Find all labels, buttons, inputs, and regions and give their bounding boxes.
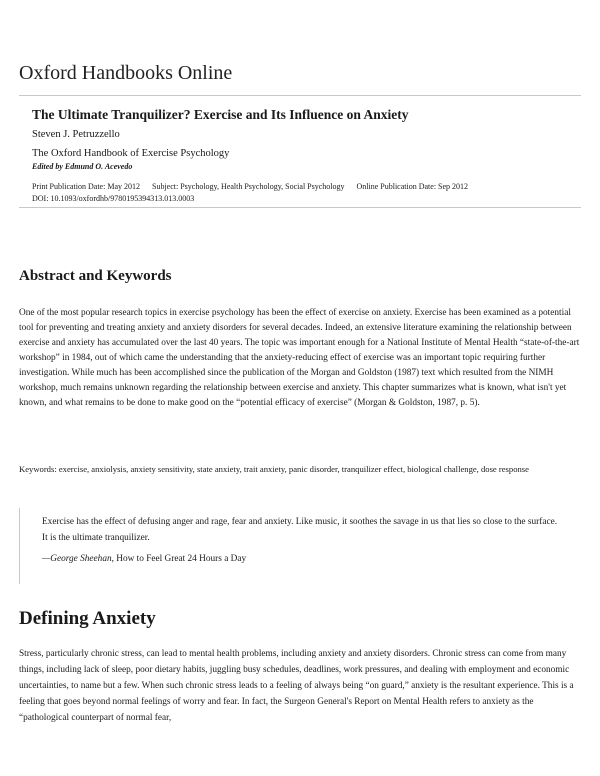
book-title[interactable]: The Oxford Handbook of Exercise Psychology xyxy=(32,148,230,159)
abstract-heading: Abstract and Keywords xyxy=(19,268,172,284)
online-publication-date: Online Publication Date: Sep 2012 xyxy=(356,182,469,191)
section-heading: Defining Anxiety xyxy=(19,608,156,629)
abstract-text: One of the most popular research topics in exercise psychology has been the effect of exercise on anxiety. Exercise has been examined as a potential tool for preventing and treating anxiety and anxiety disorders for several decades. Indeed, an extensive literature examining the relationship between exercise and anxiety has accumulated over the last 40 years. The topic was important enough for a National Institute of Mental Health “state-of-the-art workshop” in 1984, out of which came the understanding that the anxiety-reducing effect of exercise was an important topic requiring further investigation. While much has been accomplished since the publication of the Morgan and Goldston (1987) text which resulted from the NIMH workshop, much remains unknown regarding the relationship between exercise and anxiety. This chapter summarizes what is known, what isn't yet known, and what remains to be done to make good on the “potential efficacy of exercise” (Morgan & Goldston, 1987, p. 5). xyxy=(19,308,580,408)
chapter-author[interactable]: Steven J. Petruzzello xyxy=(32,129,120,140)
epigraph-source: , How to Feel Great 24 Hours a Day xyxy=(111,554,247,564)
book-editor: Edited by Edmund O. Acevedo xyxy=(32,162,133,171)
chapter-title: The Ultimate Tranquilizer? Exercise and Its Influence on Anxiety xyxy=(32,107,409,122)
section-body-text: Stress, particularly chronic stress, can lead to mental health problems, including anxiety and anxiety disorders. Chronic stress can come from many things, including lack of sleep, poor dietary habits, juggling busy schedules, deadlines, work pressures, and dealing with employment and economic uncertainties, to name but a few. When such chronic stress leads to a feeling of always being “on guard,” anxiety is the resultant experience. This is a feeling that goes beyond normal feelings of worry and fear. In fact, the Surgeon General's Report on Mental Health refers to anxiety as the “pathological counterpart of normal fear, xyxy=(19,649,574,723)
keywords: Keywords: exercise, anxiolysis, anxiety sensitivity, state anxiety, trait anxiety, panic disorder, tranquilizer effect, biological challenge, dose response xyxy=(19,464,529,474)
subject: Subject: Psychology, Health Psychology, Social Psychology xyxy=(152,182,345,191)
chapter-metadata xyxy=(19,95,581,208)
print-publication-date: Print Publication Date: May 2012 xyxy=(32,182,140,191)
epigraph-attribution xyxy=(42,554,246,564)
epigraph-author: —George Sheehan xyxy=(42,554,112,564)
site-title: Oxford Handbooks Online xyxy=(19,62,233,84)
doi[interactable]: DOI: 10.1093/oxfordhb/9780195394313.013.0003 xyxy=(32,194,195,203)
epigraph-quote: Exercise has the effect of defusing anger and rage, fear and anxiety. Like music, it soothes the savage in us that lies so close to the surface. It is the ultimate tranquilizer. xyxy=(42,517,558,543)
epigraph xyxy=(19,508,581,584)
publication-info xyxy=(32,182,478,191)
